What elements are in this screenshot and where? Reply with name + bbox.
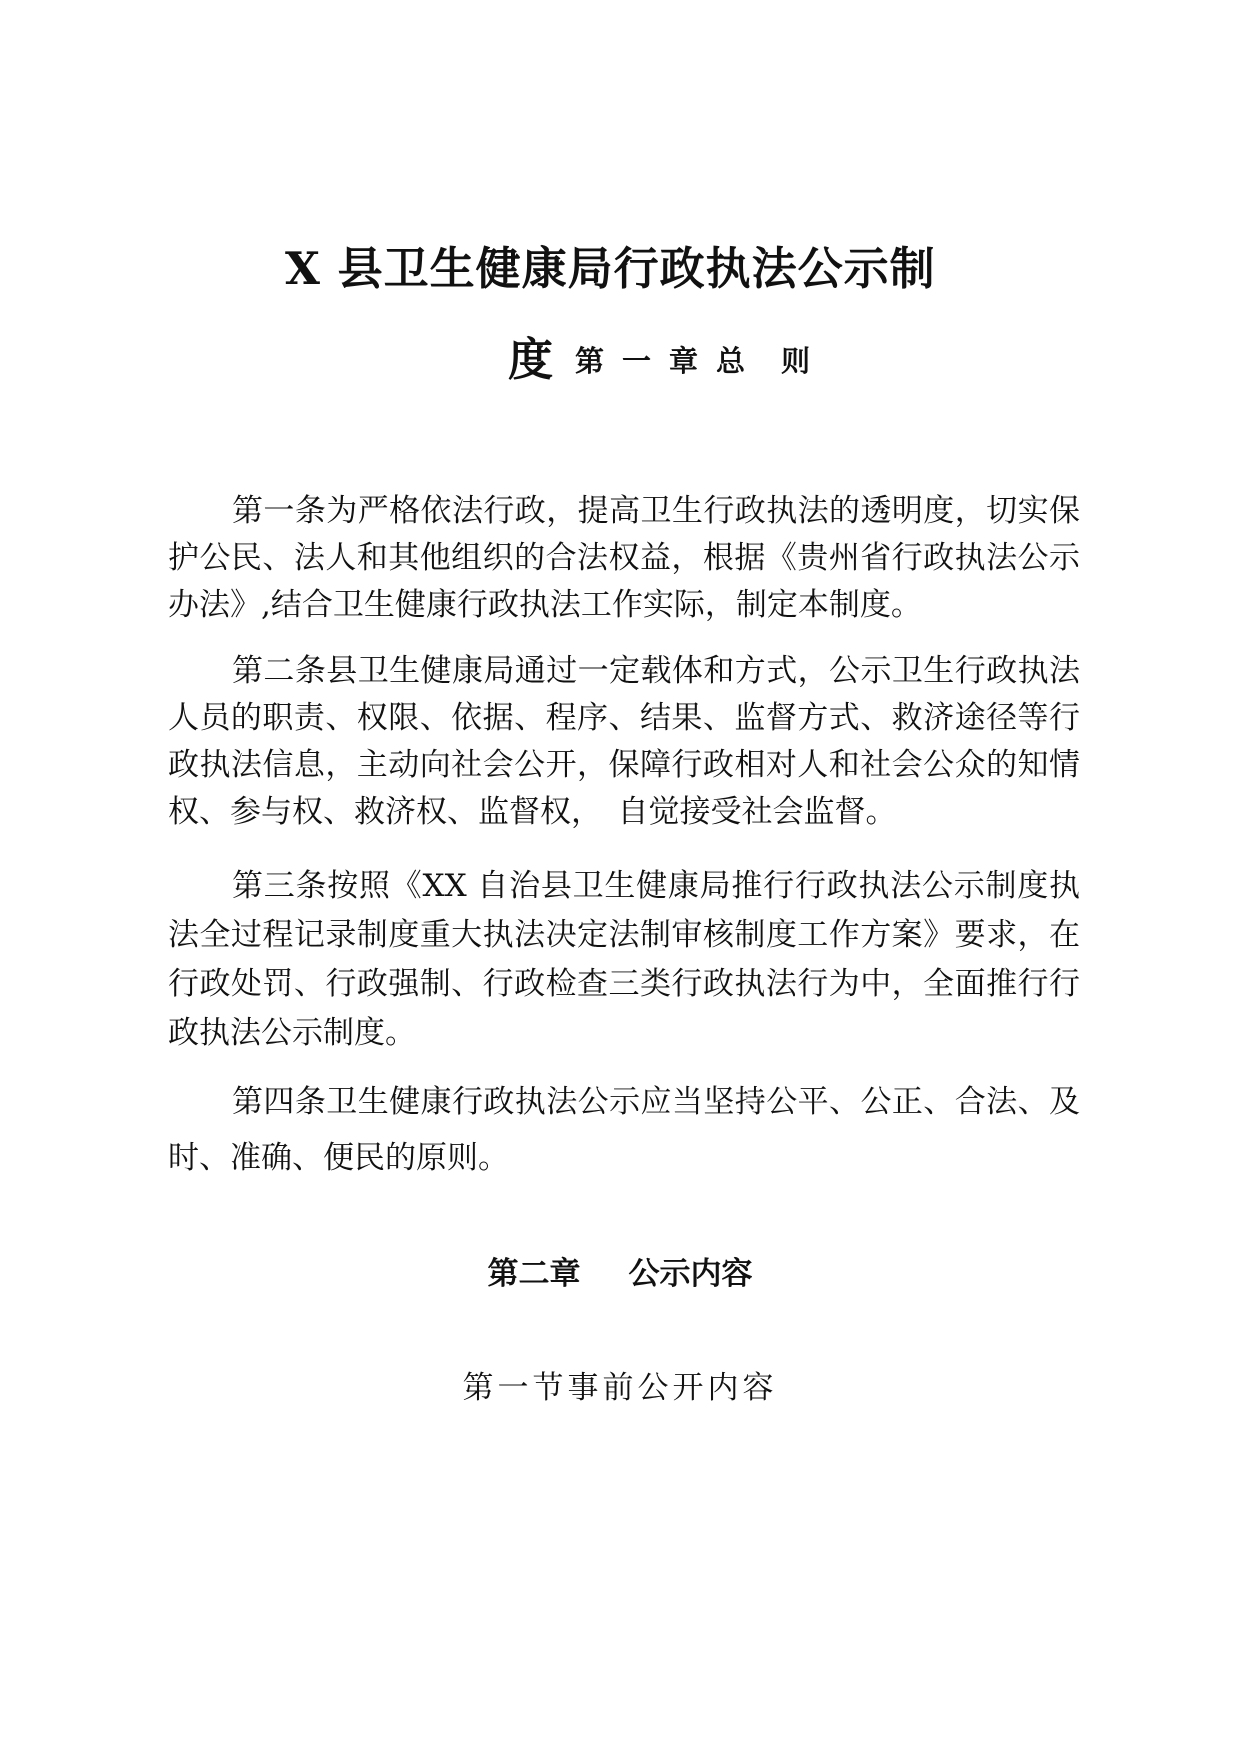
chapter1-heading bbox=[575, 344, 828, 378]
article-3: 第三条按照《XX 自治县卫生健康局推行行政执法公示制度执法全过程记录制度重大执法决定法制审核制度工作方案》要求，在行政处罚、行政强制、行政检查三类行政执法行为中，全面推行行政执法公示制度。 bbox=[168, 868, 1080, 1051]
document-title-line2 bbox=[508, 323, 828, 388]
article-2: 第二条县卫生健康局通过一定载体和方式，公示卫生行政执法人员的职责、权限、依据、程序、结果、监督方式、救济途径等行政执法信息，主动向社会公开，保障行政相对人和社会公众的知情权、参与权、救济权、监督权， 自觉接受社会监督。 bbox=[168, 653, 1080, 830]
document-title-line1: X 县卫生健康局行政执法公示制 bbox=[285, 242, 936, 295]
chapter2-label: 第二章 bbox=[487, 1256, 581, 1292]
document-title-tail: 度 bbox=[508, 333, 554, 386]
chapter1-label: 第一章总 bbox=[575, 344, 764, 378]
chapter1-label-tail: 则 bbox=[781, 344, 829, 378]
chapter2-title: 公示内容 bbox=[628, 1256, 753, 1292]
article-4: 第四条卫生健康行政执法公示应当坚持公平、公正、合法、及时、准确、便民的原则。 bbox=[168, 1084, 1080, 1176]
article-1: 第一条为严格依法行政，提高卫生行政执法的透明度，切实保护公民、法人和其他组织的合法权益，根据《贵州省行政执法公示办法》,结合卫生健康行政执法工作实际，制定本制度。 bbox=[168, 493, 1080, 623]
chapter2-heading bbox=[0, 1248, 1240, 1293]
section1-heading: 第一节事前公开内容 bbox=[462, 1370, 778, 1406]
